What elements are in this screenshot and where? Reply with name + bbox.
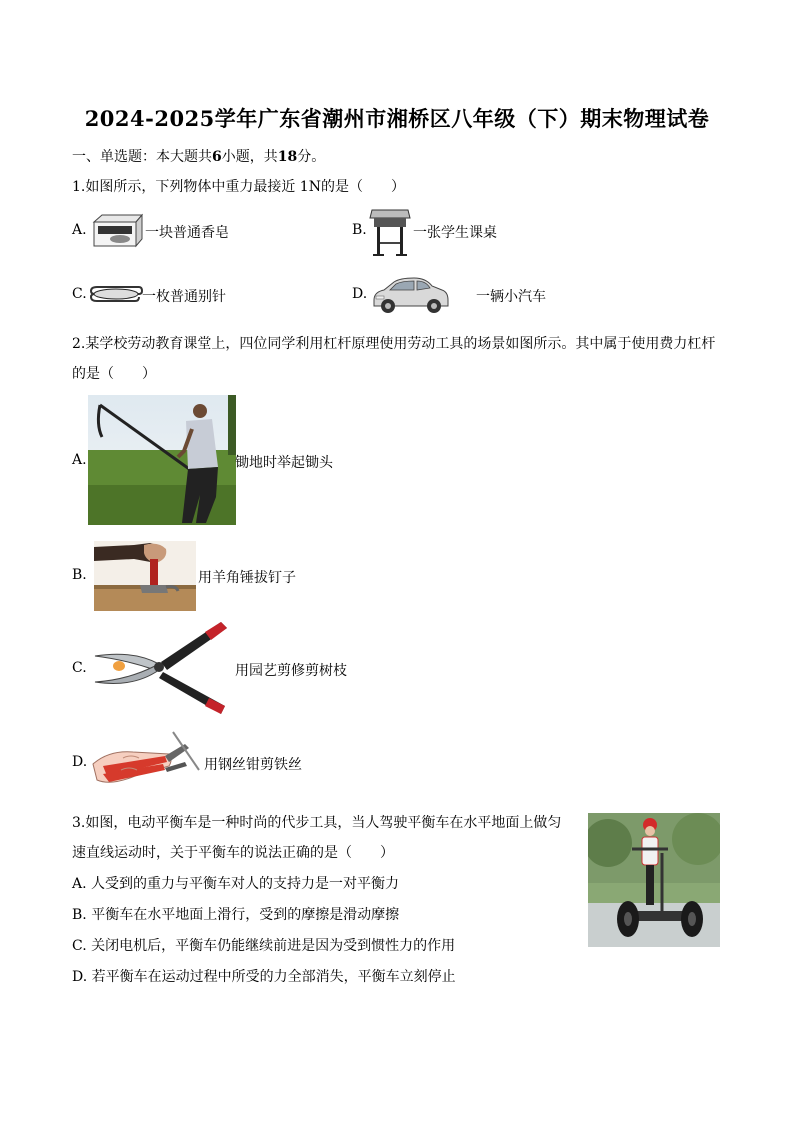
q1-option-c-text: 一枚普通别针 xyxy=(142,289,226,305)
q1-option-b-text: 一张学生课桌 xyxy=(413,225,497,241)
section-count: 6 xyxy=(212,149,222,165)
q2-option-b-text: 用羊角锤拔钉子 xyxy=(198,570,296,586)
section-suffix: 分。 xyxy=(297,149,326,165)
section-prefix: 一、单选题：本大题共 xyxy=(72,149,212,165)
q3-option-c: C. 关闭电机后，平衡车仍能继续前进是因为受到惯性力的作用 xyxy=(72,938,456,954)
q3-stem-line1: 3.如图，电动平衡车是一种时尚的代步工具，当人驾驶平衡车在水平地面上做匀 xyxy=(72,815,562,831)
q3-stem-line2: 速直线运动时，关于平衡车的说法正确的是（ ） xyxy=(72,845,394,861)
q1-option-c-letter: C. xyxy=(72,286,87,302)
q2-option-c-text: 用园艺剪修剪树枝 xyxy=(235,663,347,679)
section-heading xyxy=(72,146,325,166)
section-middle: 小题，共 xyxy=(221,149,278,165)
hoe-photo xyxy=(88,395,236,525)
balance-scooter-photo xyxy=(588,813,720,947)
q2-stem-line2: 的是（ ） xyxy=(72,366,156,382)
q1-stem: 1.如图所示，下列物体中重力最接近 1N的是（ ） xyxy=(72,179,405,195)
section-score: 18 xyxy=(277,149,298,165)
q3-option-a: A. 人受到的重力与平衡车对人的支持力是一对平衡力 xyxy=(72,876,400,892)
q1-option-a-letter: A. xyxy=(72,222,87,238)
pliers-icon xyxy=(89,730,201,790)
q1-option-b-letter: B. xyxy=(352,222,367,238)
q2-option-c-letter: C. xyxy=(72,660,87,676)
soap-icon xyxy=(92,212,144,248)
q2-option-a-letter: A. xyxy=(72,452,87,468)
q1-option-d-text: 一辆小汽车 xyxy=(476,289,546,305)
q1-option-a-text: 一块普通香皂 xyxy=(145,225,229,241)
shears-icon xyxy=(93,618,235,718)
q2-option-d-letter: D. xyxy=(72,754,88,770)
q3-option-b: B. 平衡车在水平地面上滑行，受到的摩擦是滑动摩擦 xyxy=(72,907,400,923)
q2-option-b-letter: B. xyxy=(72,567,87,583)
q1-option-d-letter: D. xyxy=(352,286,368,302)
car-icon xyxy=(370,272,450,316)
q2-option-d-text: 用钢丝钳剪铁丝 xyxy=(204,757,302,773)
page-title: 2024-2025学年广东省潮州市湘桥区八年级（下）期末物理试卷 xyxy=(84,106,710,131)
q2-stem-line1: 2.某学校劳动教育课堂上，四位同学利用杠杆原理使用劳动工具的场景如图所示。其中属于使用费力杠杆 xyxy=(72,336,716,352)
q3-option-d: D. 若平衡车在运动过程中所受的力全部消失，平衡车立刻停止 xyxy=(72,969,456,985)
q2-option-a-text: 锄地时举起锄头 xyxy=(235,455,333,471)
desk-icon xyxy=(368,206,412,258)
hammer-photo xyxy=(94,541,196,611)
pin-icon xyxy=(89,284,143,304)
